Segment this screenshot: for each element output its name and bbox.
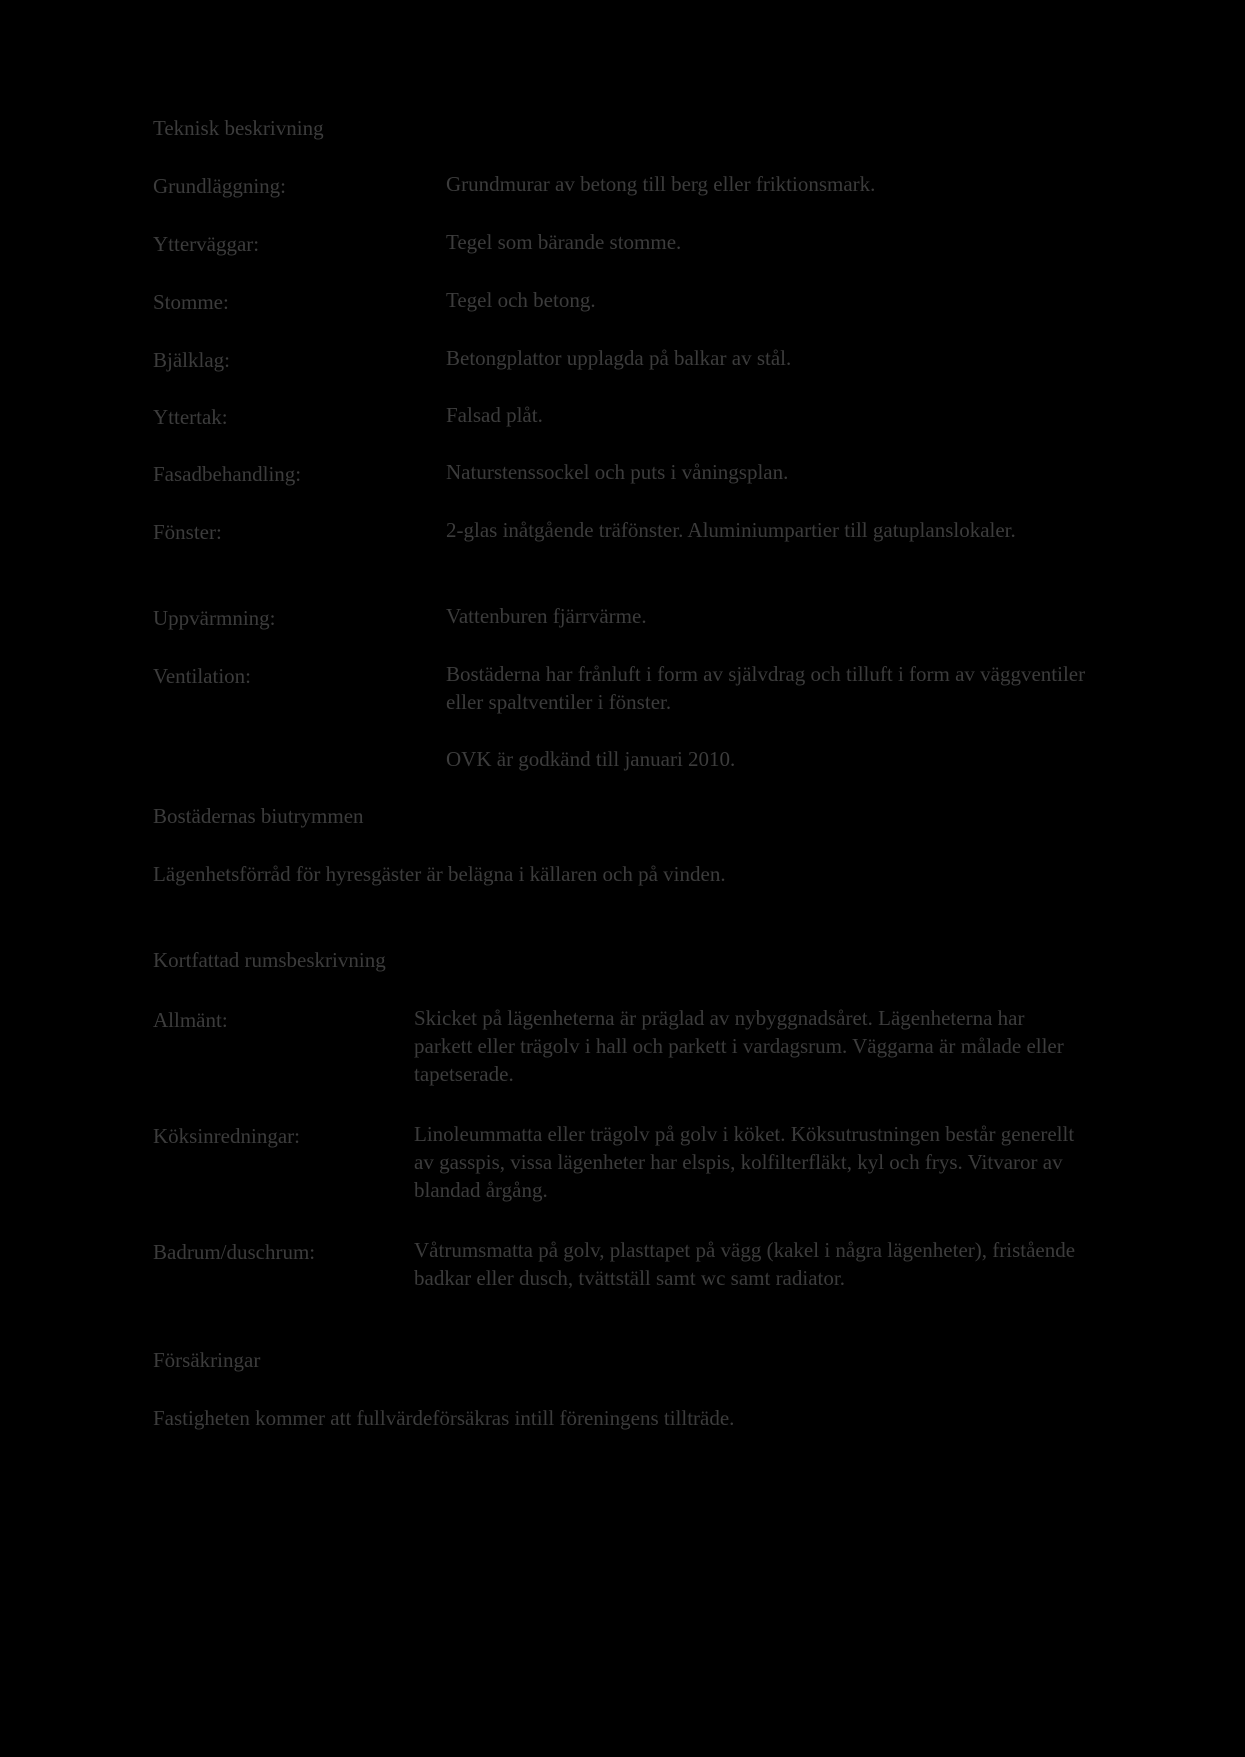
value-allmant: Skicket på lägenheterna är präglad av nybyggnadsåret. Lägenheterna har parkett eller trägolv i hall och parkett i vardagsrum. Väggarna är målade eller tapetserade. xyxy=(414,1006,1064,1086)
label-grundlaggning: Grundläggning: xyxy=(153,174,286,198)
label-fasadbehandling: Fasadbehandling: xyxy=(153,462,302,486)
label-yttertak: Yttertak: xyxy=(153,405,228,429)
section-heading-forsakringar: Försäkringar xyxy=(153,1348,261,1372)
value-badrum: Våtrumsmatta på golv, plasttapet på vägg (kakel i några lägenheter), fristående badkar eller dusch, tvättställ samt wc samt radiator. xyxy=(414,1238,1076,1290)
ovk-note: OVK är godkänd till januari 2010. xyxy=(446,747,736,771)
value-ventilation: Bostäderna har frånluft i form av självdrag och tilluft i form av väggventiler eller spaltventiler i fönster. xyxy=(446,662,1086,714)
value-grundlaggning: Grundmurar av betong till berg eller friktionsmark. xyxy=(446,172,876,196)
label-koksinredningar: Köksinredningar: xyxy=(153,1124,300,1148)
label-yttervaggar: Ytterväggar: xyxy=(153,232,260,256)
label-bjalklag: Bjälklag: xyxy=(153,348,230,372)
biutrymmen-text: Lägenhetsförråd för hyresgäster är belägna i källaren och på vinden. xyxy=(153,862,726,886)
value-yttertak: Falsad plåt. xyxy=(446,403,543,427)
section-heading-teknisk: Teknisk beskrivning xyxy=(153,116,324,140)
value-bjalklag: Betongplattor upplagda på balkar av stål. xyxy=(446,346,792,370)
section-heading-biutrymmen: Bostädernas biutrymmen xyxy=(153,804,364,828)
label-stomme: Stomme: xyxy=(153,290,229,314)
label-allmant: Allmänt: xyxy=(153,1008,228,1032)
value-koksinredningar: Linoleummatta eller trägolv på golv i köket. Köksutrustningen består generellt av gasspis, vissa lägenheter har elspis, kolfilterfläkt, kyl och frys. Vitvaror av blandad årgång. xyxy=(414,1122,1075,1202)
forsakringar-text: Fastigheten kommer att fullvärdeförsäkras intill föreningens tillträde. xyxy=(153,1406,735,1430)
value-stomme: Tegel och betong. xyxy=(446,288,596,312)
value-uppvarmning: Vattenburen fjärrvärme. xyxy=(446,604,647,628)
value-fasadbehandling: Naturstenssockel och puts i våningsplan. xyxy=(446,460,789,484)
section-heading-rumsbeskrivning: Kortfattad rumsbeskrivning xyxy=(153,948,386,972)
value-fonster: 2-glas inåtgående träfönster. Aluminiumpartier till gatuplanslokaler. xyxy=(446,518,1016,542)
value-yttervaggar: Tegel som bärande stomme. xyxy=(446,230,682,254)
label-uppvarmning: Uppvärmning: xyxy=(153,606,276,630)
label-fonster: Fönster: xyxy=(153,520,222,544)
label-ventilation: Ventilation: xyxy=(153,664,251,688)
label-badrum: Badrum/duschrum: xyxy=(153,1240,316,1264)
